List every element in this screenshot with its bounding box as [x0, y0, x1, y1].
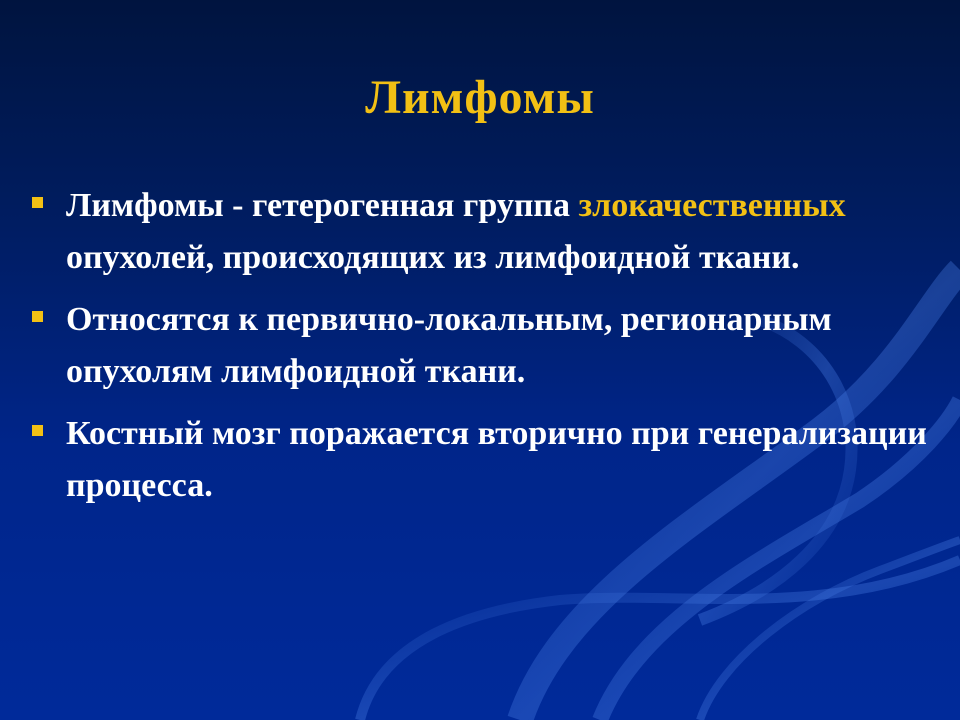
bullet-item [30, 294, 945, 398]
bullet-item [30, 180, 945, 284]
bullet-text: Костный мозг поражается вторично при генерализации процесса. [66, 415, 927, 504]
bullet-item [30, 408, 945, 512]
square-bullet-icon [32, 425, 43, 436]
bullet-list [30, 180, 945, 522]
highlighted-term: злокачественных [578, 187, 846, 224]
slide-title: Лимфомы [365, 71, 595, 124]
square-bullet-icon [32, 311, 43, 322]
bullet-text: Лимфомы - гетерогенная группа [66, 187, 579, 224]
square-bullet-icon [32, 197, 43, 208]
bullet-text: Относятся к первично-локальным, регионарным опухолям лимфоидной ткани. [66, 301, 832, 390]
bullet-text: опухолей, происходящих из лимфоидной ткани. [66, 239, 800, 276]
